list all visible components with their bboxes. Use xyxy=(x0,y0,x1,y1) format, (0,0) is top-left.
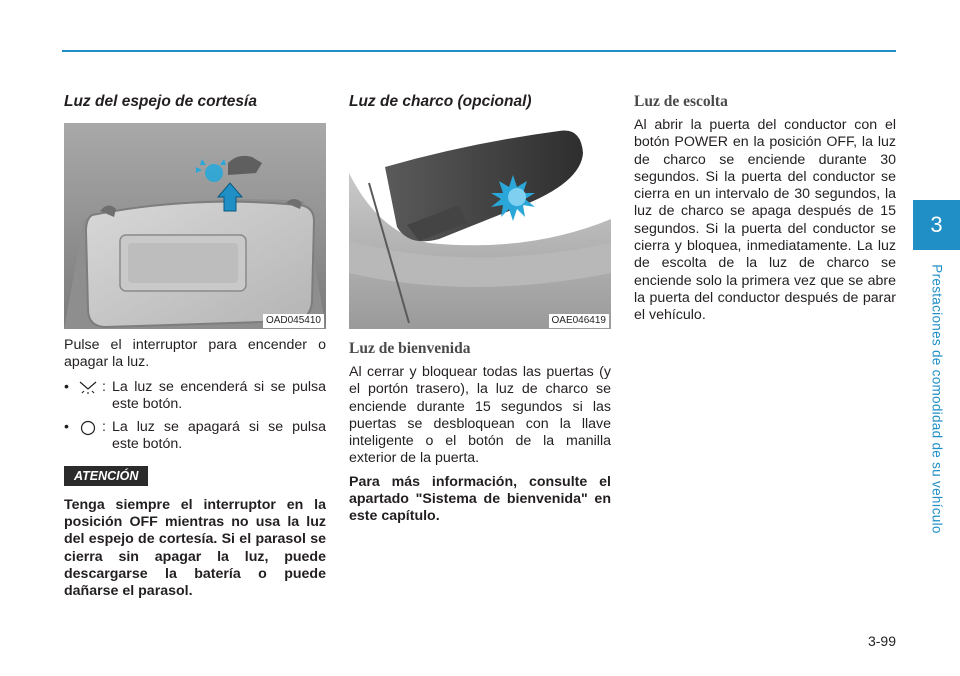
mirror-light-intro: Pulse el interruptor para encender o apagar la luz. xyxy=(64,337,326,371)
header-rule xyxy=(62,50,896,52)
welcome-light-note: Para más información, consulte el apartado "Sistema de bienvenida" en este capítulo. xyxy=(349,473,611,525)
section-title-puddle-light: Luz de charco (opcional) xyxy=(349,93,532,110)
chapter-tab: 3 xyxy=(913,200,960,250)
warning-text: Tenga siempre el interruptor en la posición OFF mientras no usa la luz del espejo de cortesía. Si el parasol se cierra sin apagar la luz, puede descargarse la batería o puede dañarse el parasol. xyxy=(64,496,326,600)
option-off: • : La luz se apagará si se pulsa este botón. xyxy=(64,419,326,453)
page-number: 3-99 xyxy=(867,633,896,649)
option-on-text: La luz se encenderá si se pulsa este botón. xyxy=(112,378,326,412)
column-escort-light xyxy=(634,92,896,325)
sun-visor-photo xyxy=(64,123,326,329)
column-puddle-light xyxy=(349,92,611,526)
warning-badge: ATENCIÓN xyxy=(64,466,148,486)
escort-light-body: Al abrir la puerta del conductor con el botón POWER en la posición OFF, la luz de charco se enciende durante 30 segundos. Si la puerta del conductor se cierra en un intervalo de 30 segundos, la luz de charco se apaga después de 15 segundos. Si la puerta del conductor se cierra y bloquea, inmediatamente. La luz de escolta de la luz de charco se enciende solo la primera vez que se abre la puerta del conductor después de parar el vehículo. xyxy=(634,117,896,324)
section-title-escort-light: Luz de escolta xyxy=(634,93,728,110)
switch-options xyxy=(64,379,326,454)
welcome-light-body: Al cerrar y bloquear todas las puertas (y el portón trasero), la luz de charco se enciende durante 15 segundos si las puertas se desbloquean con la llave inteligente o el botón de la manilla exterior de la puerta. xyxy=(349,364,611,467)
option-on: • : La luz se encenderá si se pulsa este botón. xyxy=(64,378,326,412)
side-mirror-illustration xyxy=(349,123,611,329)
column-courtesy-mirror-light xyxy=(64,92,326,601)
photo-code: OAE046419 xyxy=(549,314,610,328)
option-off-text: La luz se apagará si se pulsa este botón. xyxy=(112,419,326,453)
chapter-title: Prestaciones de comodidad de su vehículo xyxy=(929,263,945,534)
side-mirror-photo xyxy=(349,123,611,329)
lamp-on-icon xyxy=(74,379,102,414)
warning-badge-wrap xyxy=(64,466,326,486)
subtitle-welcome-light: Luz de bienvenida xyxy=(349,340,471,357)
sun-visor-illustration xyxy=(64,123,326,329)
section-title-mirror-light: Luz del espejo de cortesía xyxy=(64,93,257,110)
lamp-off-icon xyxy=(74,419,102,454)
photo-code: OAD045410 xyxy=(263,314,324,328)
